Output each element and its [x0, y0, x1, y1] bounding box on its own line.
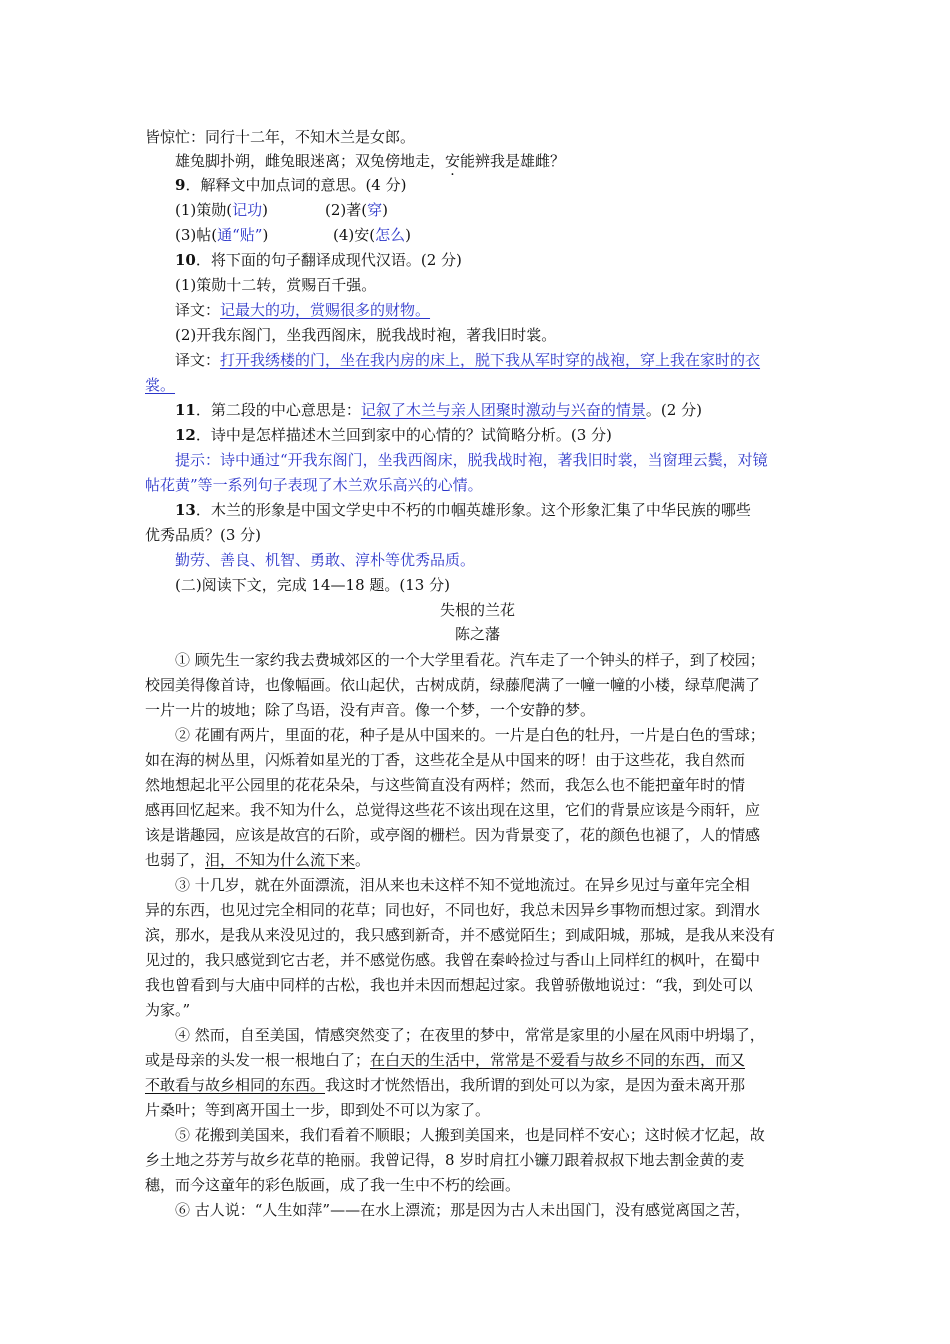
p4-line: 片桑叶；等到离开国土一步，即到处不可以为家了。 [145, 1101, 491, 1119]
question-number: 10 [175, 251, 196, 269]
p2-line: 该是谐趣园，应该是故宫的石阶，或亭阁的栅栏。因为背景变了，花的颜色也褪了，人的情感 [145, 826, 761, 844]
q12-hint-line-2: 帖花黄”等一系列句子表现了木兰欢乐高兴的心情。 [145, 476, 483, 494]
q9-a3-answer: 通“贴” [217, 226, 263, 244]
question-text: ．解释文中加点词的意思。(4 分) [185, 176, 407, 194]
dotted-word-an: 安 [445, 152, 461, 170]
p3-line: 滨，那水，是我从来没见过的，我只感到新奇，并不感觉陌生；到咸阳城，那城，是我从来没有 [145, 926, 776, 944]
q9-a2-answer: 穿 [367, 201, 383, 219]
question-12 [175, 424, 810, 446]
p2-line: 感再回忆起来。我不知为什么，总觉得这些花不该出现在这里，它们的背景应该是今雨轩，应 [145, 801, 761, 819]
q10-translation-1 [175, 299, 810, 321]
p2-line: ② 花圃有两片，里面的花，种子是从中国来的。一片是白色的牡丹，一片是白色的雪球； [175, 726, 765, 744]
question-10 [175, 249, 810, 271]
question-number: 13 [175, 501, 196, 519]
p1-line: 一片一片的坡地；除了鸟语，没有声音。像一个梦，一个安静的梦。 [145, 701, 596, 719]
question-number: 11 [175, 401, 196, 419]
q9-a1-answer: 记功 [232, 201, 263, 219]
q9-answer-row-1 [175, 199, 810, 221]
question-number: 9 [175, 176, 186, 194]
p5-line: 穗，而今这童年的彩色版画，成了我一生中不朽的绘画。 [145, 1176, 521, 1194]
p3-line: 为家。” [145, 1001, 191, 1019]
p4-line [145, 1049, 810, 1071]
p1-line: ① 顾先生一家约我去费城郊区的一个大学里看花。汽车走了一个钟头的样子，到了校园； [175, 651, 765, 669]
question-9 [175, 174, 810, 196]
p4-l2-a: 或是母亲的头发一根一根地白了； [145, 1051, 371, 1069]
q9-a4-close: ) [405, 226, 411, 244]
p3-line: 我也曾看到与大庙中同样的古松，我也并未因而想起过家。我曾骄傲地说过：“我，到处可以 [145, 976, 753, 994]
question-number: 12 [175, 426, 196, 444]
q12-hint-line-1: 提示：诗中通过“开我东阁门，坐我西阁床，脱我战时袍，著我旧时裳，当窗理云鬓，对镜 [175, 451, 768, 469]
p1-line: 校园美得像首诗，也像幅画。依山起伏，古树成荫，绿藤爬满了一幢一幢的小楼，绿草爬满了 [145, 676, 761, 694]
q9-answer-row-2 [175, 224, 810, 246]
q9-a2 [325, 199, 388, 221]
poem-line-1: 皆惊忙：同行十二年，不知木兰是女郎。 [145, 128, 416, 146]
q10-sentence-2: (2)开我东阁门，坐我西阁床，脱我战时袍，著我旧时裳。 [175, 326, 557, 344]
q10-sentence-1: (1)策勋十二转，赏赐百千强。 [175, 276, 377, 294]
q9-a4-label: (4)安( [333, 226, 376, 244]
p3-line: 见过的，我只感觉到它古老，并不感觉伤感。我曾在秦岭捡过与香山上同样红的枫叶，在蜀中 [145, 951, 761, 969]
q9-a4 [333, 224, 411, 246]
q10-translation-2-cont [145, 374, 810, 396]
translation-answer: 记最大的功，赏赐很多的财物。 [220, 301, 431, 319]
p3-line: 异的东西，也见过完全相同的花草；同也好，不同也好，我总未因异乡事物而想过家。到渭水 [145, 901, 761, 919]
question-11 [175, 399, 810, 421]
poem-line-2-part-c: 能辨我是雄雌？ [460, 152, 566, 170]
question-text: ．诗中是怎样描述木兰回到家中的心情的？试简略分析。(3 分) [195, 426, 612, 444]
article-title: 失根的兰花 [439, 601, 515, 619]
q11-score: 。(2 分) [645, 401, 702, 419]
p2-line: 如在海的树丛里，闪烁着如星光的丁香，这些花全是从中国来的呀！由于这些花，我自然而 [145, 751, 746, 769]
q10-translation-2 [175, 349, 810, 371]
p4-underlined-sentence-cont: 不敢看与故乡相同的东西。 [145, 1076, 326, 1094]
p2-last-c: 。 [355, 851, 371, 869]
q9-a1-close: ) [262, 201, 268, 219]
p4-l3-b: 我这时才恍然悟出，我所谓的到处可以为家，是因为蚕未离开那 [325, 1076, 746, 1094]
p5-line: 乡土地之芬芳与故乡花草的艳丽。我曾记得，8 岁时肩扛小镰刀跟着叔叔下地去割金黄的麦 [145, 1151, 745, 1169]
translation-label: 译文： [175, 351, 221, 369]
translation-label: 译文： [175, 301, 221, 319]
article-author: 陈之藩 [454, 625, 500, 643]
q9-a2-label: (2)著( [325, 201, 368, 219]
question-text: ．将下面的句子翻译成现代汉语。(2 分) [195, 251, 462, 269]
section-intro: (二)阅读下文，完成 14—18 题。(13 分) [175, 576, 450, 594]
translation-answer-cont: 裳。 [145, 376, 176, 394]
poem-line-2-part-a: 雄兔脚扑朔，雌兔眼迷离；双兔傍地走， [175, 152, 446, 170]
p4-line [145, 1074, 810, 1096]
question-13-cont: 优秀品质？(3 分) [145, 526, 262, 544]
q9-a3-close: ) [262, 226, 269, 244]
q9-a3-label: (3)帖( [175, 226, 218, 244]
p4-line: ④ 然而，自至美国，情感突然变了；在夜里的梦中，常常是家里的小屋在风雨中坍塌了， [175, 1026, 765, 1044]
q9-a1-label: (1)策勋( [175, 201, 233, 219]
q13-answer: 勤劳、善良、机智、勇敢、淳朴等优秀品质。 [175, 551, 476, 569]
poem-line-2 [175, 150, 810, 172]
q9-a4-answer: 怎么 [375, 226, 406, 244]
question-13 [175, 499, 810, 521]
p2-underlined-sentence: 泪，不知为什么流下来 [205, 851, 356, 869]
question-text: ．第二段的中心意思是： [195, 401, 361, 419]
translation-answer: 打开我绣楼的门，坐在我内房的床上，脱下我从军时穿的战袍，穿上我在家时的衣 [220, 351, 761, 369]
p2-last-a: 也弱了， [145, 851, 206, 869]
p2-line: 然地想起北平公园里的花花朵朵，与这些简直没有两样；然而，我怎么也不能把童年时的情 [145, 776, 746, 794]
p4-underlined-sentence: 在白天的生活中，常常是不爱看与故乡不同的东西，而又 [370, 1051, 746, 1069]
p5-line: ⑤ 花搬到美国来，我们看着不顺眼；人搬到美国来，也是同样不安心；这时候才忆起，故 [175, 1126, 765, 1144]
question-text: ．木兰的形象是中国文学史中不朽的巾帼英雄形象。这个形象汇集了中华民族的哪些 [195, 501, 751, 519]
p6-line: ⑥ 古人说：“人生如萍”——在水上漂流；那是因为古人未出国门，没有感觉离国之苦， [175, 1201, 751, 1219]
p3-line: ③ 十几岁，就在外面漂流，泪从来也未这样不知不觉地流过。在异乡见过与童年完全相 [175, 876, 750, 894]
q9-a2-close: ) [382, 201, 388, 219]
q11-answer: 记叙了木兰与亲人团聚时激动与兴奋的情景 [360, 401, 646, 419]
p2-last-line [145, 849, 810, 871]
